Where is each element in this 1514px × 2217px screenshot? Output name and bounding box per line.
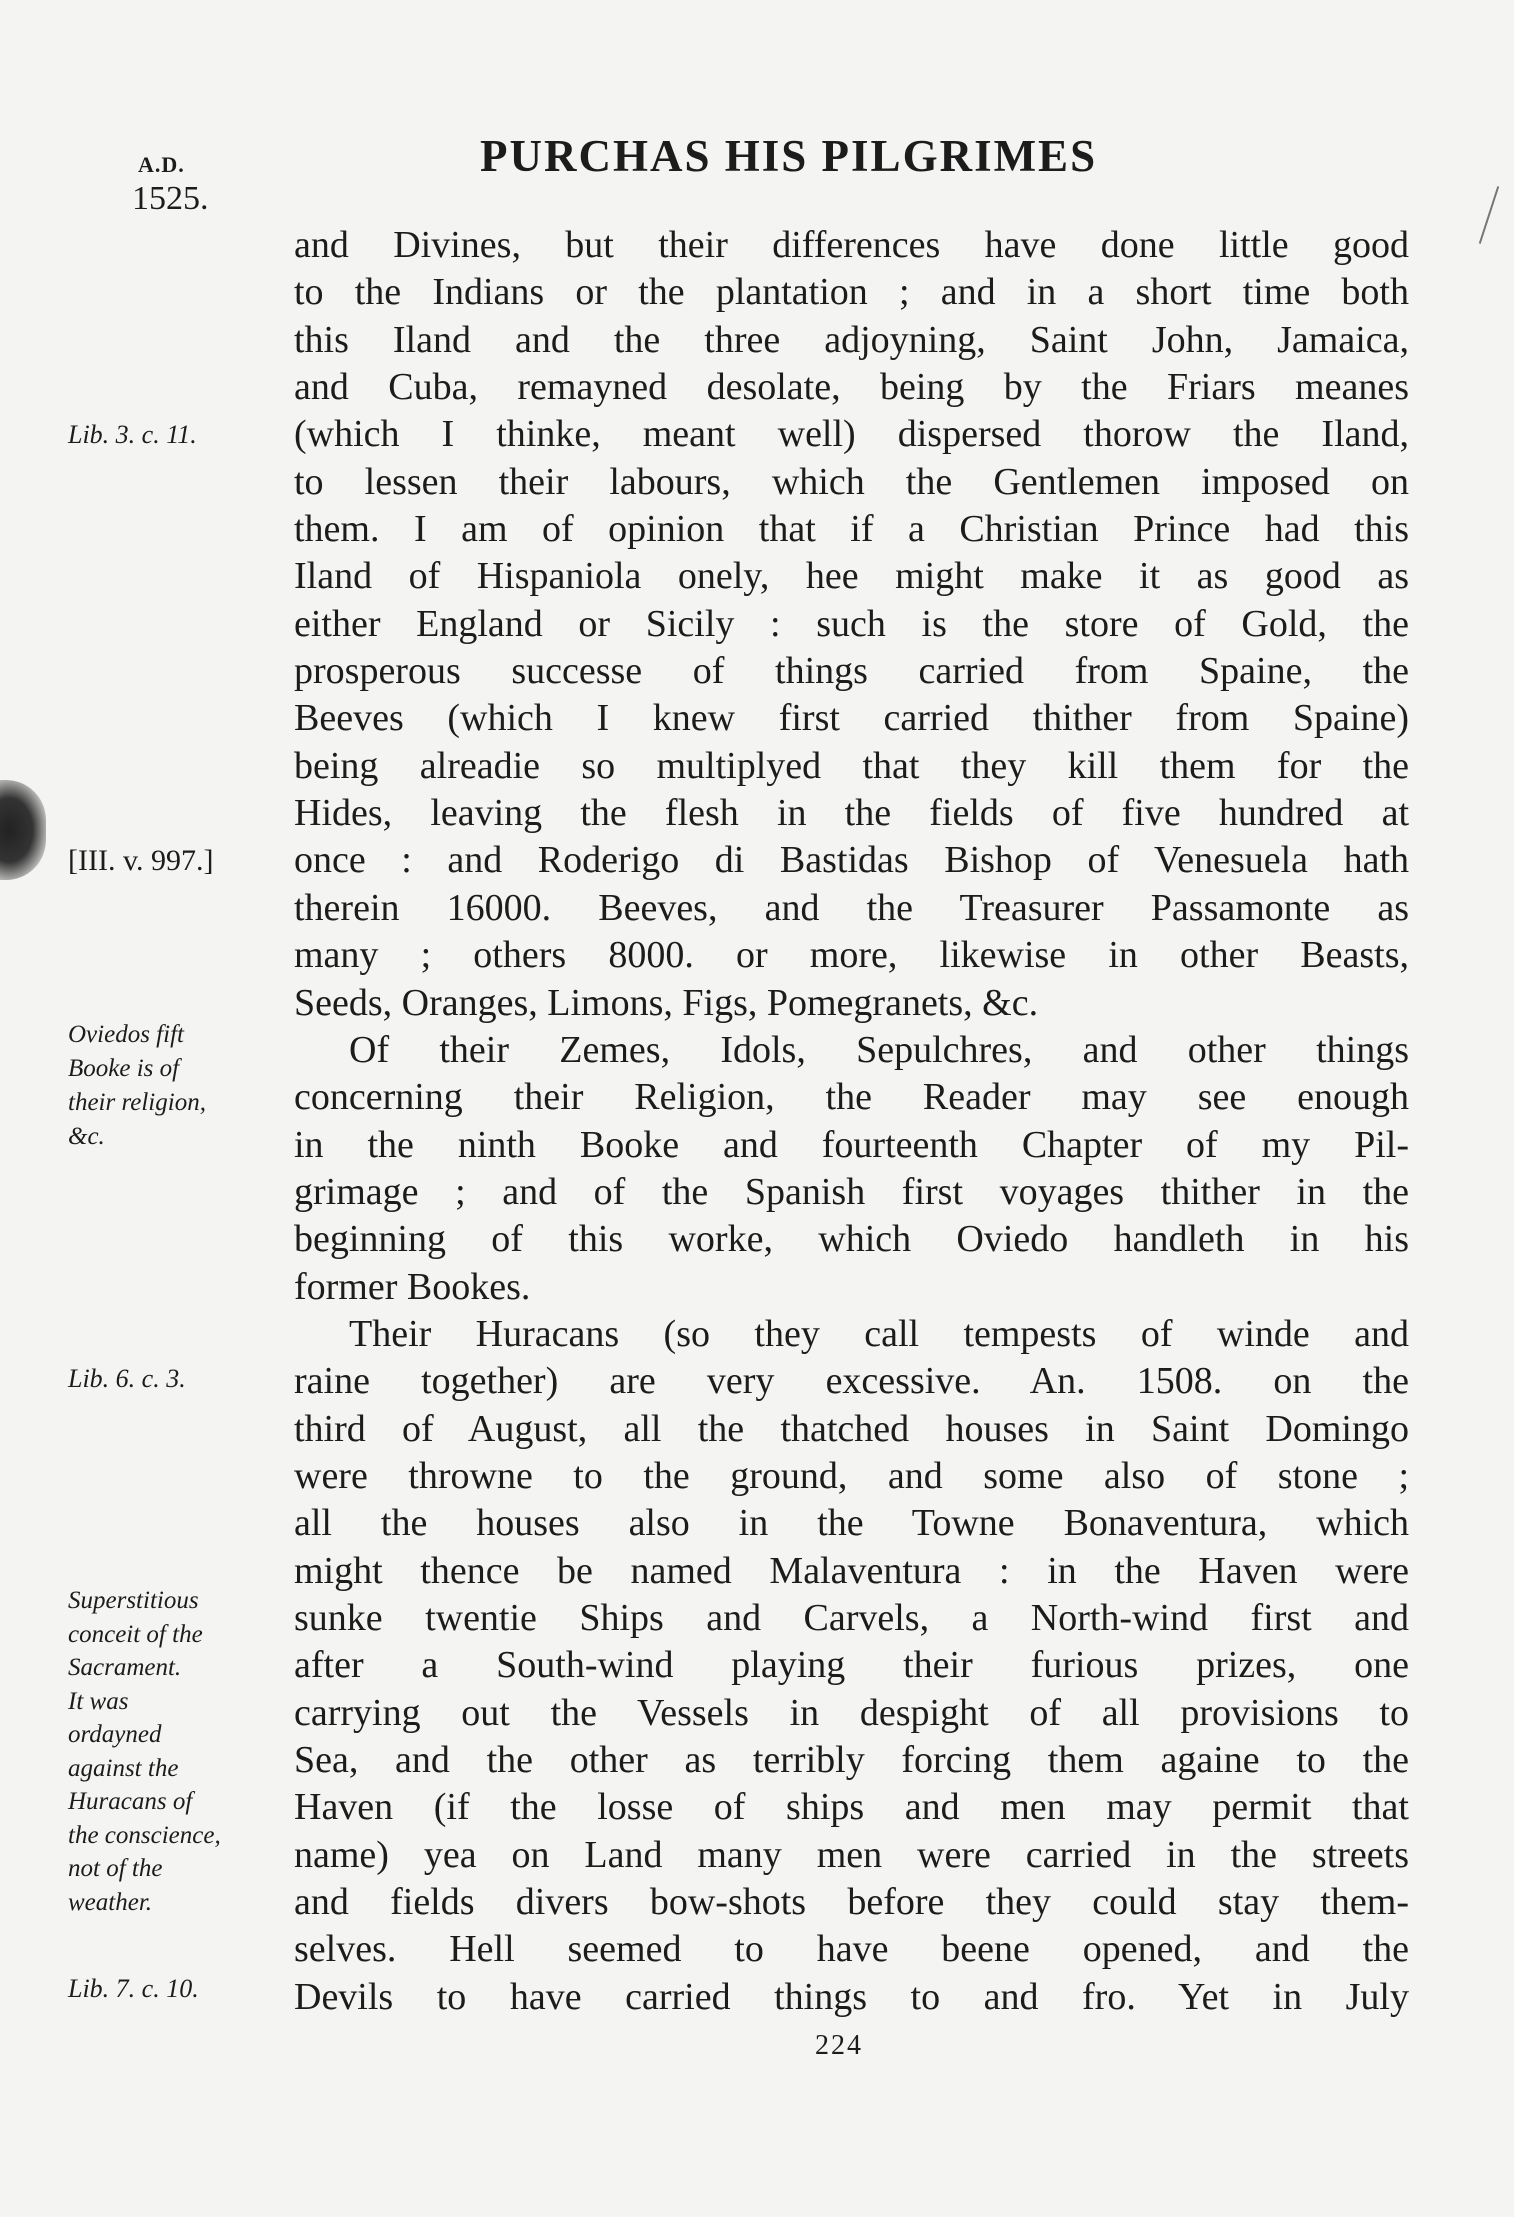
body-line: after a South-wind playing their furious prizes, one <box>294 1644 1409 1687</box>
body-line: (which I thinke, meant well) dispersed thorow the Iland, <box>294 413 1409 456</box>
body-line: Their Huracans (so they call tempests of winde and <box>349 1312 1409 1355</box>
body-line: Devils to have carried things to and fro. Yet in July <box>294 1975 1409 2018</box>
body-line: Of their Zemes, Idols, Sepulchres, and other things <box>349 1028 1409 1071</box>
body-line: once : and Roderigo di Bastidas Bishop of Venesuela hath <box>294 839 1409 882</box>
body-line: to lessen their labours, which the Gentlemen imposed on <box>294 460 1409 503</box>
binding-smudge <box>0 780 46 880</box>
body-line: Beeves (which I knew first carried thither from Spaine) <box>294 697 1409 740</box>
body-line: beginning of this worke, which Oviedo handleth in his <box>294 1218 1409 1261</box>
body-line: them. I am of opinion that if a Christian Prince had this <box>294 508 1409 551</box>
body-line: all the houses also in the Towne Bonaventura, which <box>294 1502 1409 1545</box>
body-line: to the Indians or the plantation ; and in a short time both <box>294 271 1409 314</box>
margin-note-line: Huracans of <box>68 1788 193 1815</box>
body-line: many ; others 8000. or more, likewise in other Beasts, <box>294 934 1409 977</box>
margin-note-volume-ref: [III. v. 997.] <box>68 844 214 877</box>
body-line: in the ninth Booke and fourteenth Chapter of my Pil- <box>294 1123 1409 1166</box>
ad-label: A.D. <box>138 152 185 177</box>
body-line: sunke twentie Ships and Carvels, a North-wind first and <box>294 1596 1409 1639</box>
margin-note-line: their religion, <box>68 1089 206 1116</box>
body-line: Hides, leaving the flesh in the fields of five hundred at <box>294 792 1409 835</box>
margin-note-line: &c. <box>68 1123 105 1150</box>
margin-note-lib-6: Lib. 6. c. 3. <box>68 1364 186 1393</box>
body-line: Sea, and the other as terribly forcing them againe to the <box>294 1739 1409 1781</box>
body-line: third of August, all the thatched houses in Saint Domingo <box>294 1407 1409 1450</box>
body-line: might thence be named Malaventura : in the Haven were <box>294 1549 1409 1592</box>
margin-note-lib-3: Lib. 3. c. 11. <box>68 420 197 449</box>
body-line: and Divines, but their differences have done little good <box>294 224 1409 266</box>
body-line: former Bookes. <box>294 1265 531 1308</box>
body-line: grimage ; and of the Spanish first voyages thither in the <box>294 1170 1409 1213</box>
margin-note-line: weather. <box>68 1888 153 1916</box>
margin-note-line: not of the <box>68 1855 163 1882</box>
margin-note-superstition <box>68 1584 221 1919</box>
body-line: Seeds, Oranges, Limons, Figs, Pomegranets, &c. <box>294 981 1039 1024</box>
body-line: and fields divers bow-shots before they could stay them- <box>294 1881 1409 1924</box>
body-line: were throwne to the ground, and some also of stone ; <box>294 1454 1409 1497</box>
body-text <box>294 222 1409 2021</box>
page-number: 224 <box>815 2030 863 2061</box>
body-line: selves. Hell seemed to have beene opened, and the <box>294 1928 1409 1971</box>
body-line: therein 16000. Beeves, and the Treasurer Passamonte as <box>294 886 1409 929</box>
edge-mark <box>1479 186 1499 244</box>
body-line: raine together) are very excessive. An. 1508. on the <box>294 1360 1409 1403</box>
body-line: carrying out the Vessels in despight of all provisions to <box>294 1691 1409 1734</box>
margin-note-line: It was <box>68 1687 129 1715</box>
body-line: concerning their Religion, the Reader may see enough <box>294 1076 1409 1119</box>
margin-note-line: Superstitious <box>68 1587 199 1614</box>
margin-note-line: the conscience, <box>68 1821 221 1849</box>
body-line: prosperous successe of things carried from Spaine, the <box>294 650 1409 693</box>
margin-note-line: Sacrament. <box>68 1654 182 1681</box>
body-line: and Cuba, remayned desolate, being by the Friars meanes <box>294 366 1409 409</box>
margin-note-line: conceit of the <box>68 1620 203 1648</box>
body-line: being alreadie so multiplyed that they kill them for the <box>294 744 1409 787</box>
margin-note-line: Oviedos fift <box>68 1021 184 1048</box>
body-line: Iland of Hispaniola onely, hee might make it as good as <box>294 555 1409 598</box>
body-line: either England or Sicily : such is the store of Gold, the <box>294 602 1409 645</box>
body-line: this Iland and the three adjoyning, Saint John, Jamaica, <box>294 318 1409 361</box>
year-label: 1525. <box>132 180 209 217</box>
running-title: PURCHAS HIS PILGRIMES <box>480 131 1098 181</box>
margin-note-line: Booke is of <box>68 1055 180 1082</box>
margin-note-lib-7: Lib. 7. c. 10. <box>68 1974 199 2003</box>
margin-note-oviedo <box>68 1018 206 1154</box>
margin-note-line: ordayned <box>68 1721 162 1748</box>
margin-note-line: against the <box>68 1754 179 1782</box>
body-line: name) yea on Land many men were carried in the streets <box>294 1833 1409 1876</box>
body-line: Haven (if the losse of ships and men may permit that <box>294 1786 1409 1829</box>
